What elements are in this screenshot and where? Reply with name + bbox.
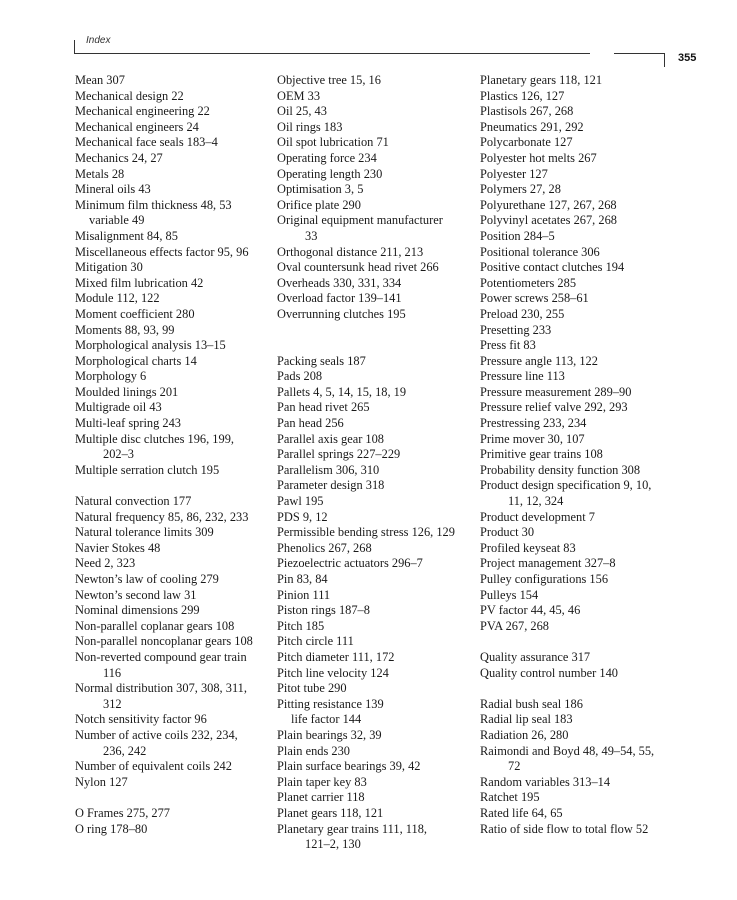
- index-entry: Plain bearings 32, 39: [277, 727, 382, 742]
- index-entry: O Frames 275, 277: [75, 805, 170, 820]
- index-entry: Module 112, 122: [75, 291, 160, 306]
- index-spacer: [75, 790, 275, 806]
- index-entry: Product design specification 9, 10,: [480, 478, 652, 493]
- index-entry: Polyurethane 127, 267, 268: [480, 197, 617, 212]
- index-entry: Pan head rivet 265: [277, 400, 370, 415]
- index-entry: Plain ends 230: [277, 743, 350, 758]
- index-entry: Pawl 195: [277, 494, 324, 509]
- index-entry-continuation: 202–3: [103, 447, 134, 462]
- index-entry: Original equipment manufacturer: [277, 213, 443, 228]
- index-entry-continuation: 11, 12, 324: [508, 494, 564, 509]
- index-entry: Probability density function 308: [480, 462, 641, 477]
- index-entry: Pads 208: [277, 369, 323, 384]
- index-entry: Pressure relief valve 292, 293: [480, 400, 628, 415]
- index-entry: O ring 178–80: [75, 821, 148, 836]
- index-entry: Optimisation 3, 5: [277, 182, 364, 197]
- index-entry-continuation: 72: [508, 759, 521, 774]
- index-entry: Pneumatics 291, 292: [480, 119, 584, 134]
- index-spacer: [75, 478, 275, 494]
- index-entry: Piston rings 187–8: [277, 603, 370, 618]
- index-entry: Parallel springs 227–229: [277, 447, 401, 462]
- index-entry: OEM 33: [277, 88, 321, 103]
- index-entry: Overheads 330, 331, 334: [277, 275, 402, 290]
- index-entry: Orthogonal distance 211, 213: [277, 244, 424, 259]
- index-entry: Mixed film lubrication 42: [75, 275, 204, 290]
- index-column-3: [480, 73, 680, 837]
- index-entry: Multigrade oil 43: [75, 400, 162, 415]
- index-entry: Pressure measurement 289–90: [480, 384, 632, 399]
- index-entry: Non-parallel coplanar gears 108: [75, 618, 235, 633]
- index-entry: Minimum film thickness 48, 53: [75, 197, 232, 212]
- index-entry: Position 284–5: [480, 228, 555, 243]
- index-entry: Parameter design 318: [277, 478, 385, 493]
- index-entry: Need 2, 323: [75, 556, 136, 571]
- index-entry: Pitch line velocity 124: [277, 665, 389, 680]
- index-entry: Parallel axis gear 108: [277, 431, 385, 446]
- index-entry: Ratio of side flow to total flow 52: [480, 821, 649, 836]
- index-entry: Positional tolerance 306: [480, 244, 600, 259]
- index-entry: Positive contact clutches 194: [480, 260, 625, 275]
- index-entry: Miscellaneous effects factor 95, 96: [75, 244, 249, 259]
- header-rule-right: [614, 53, 664, 54]
- index-column-1: [75, 73, 275, 837]
- index-spacer: [480, 634, 680, 650]
- index-entry: Misalignment 84, 85: [75, 228, 178, 243]
- index-entry-continuation: 116: [103, 665, 122, 680]
- index-entry: Multiple disc clutches 196, 199,: [75, 431, 234, 446]
- index-entry: Pressure line 113: [480, 369, 565, 384]
- index-entry: Oil 25, 43: [277, 104, 327, 119]
- index-entry: Multiple serration clutch 195: [75, 462, 220, 477]
- index-entry: PV factor 44, 45, 46: [480, 603, 581, 618]
- index-entry: Non-reverted compound gear train: [75, 649, 247, 664]
- index-entry-continuation: 33: [305, 228, 318, 243]
- index-entry: Number of active coils 232, 234,: [75, 727, 238, 742]
- index-entry: Profiled keyseat 83: [480, 540, 576, 555]
- header-rule-right-vertical: [664, 53, 665, 67]
- index-entry-continuation: 236, 242: [103, 743, 147, 758]
- index-entry: Piezoelectric actuators 296–7: [277, 556, 423, 571]
- index-entry: Ratchet 195: [480, 790, 540, 805]
- index-entry: Newton’s law of cooling 279: [75, 572, 219, 586]
- index-entry: Plastics 126, 127: [480, 88, 565, 103]
- index-entry: Raimondi and Boyd 48, 49–54, 55,: [480, 743, 655, 758]
- index-entry: Prestressing 233, 234: [480, 416, 587, 431]
- index-entry: Pitch diameter 111, 172: [277, 649, 395, 664]
- index-entry: Notch sensitivity factor 96: [75, 712, 207, 727]
- index-entry: Planet gears 118, 121: [277, 805, 384, 820]
- index-entry-continuation: 121–2, 130: [305, 837, 361, 852]
- index-entry: Pulleys 154: [480, 587, 539, 602]
- index-entry: Polymers 27, 28: [480, 182, 561, 197]
- index-entry: Prime mover 30, 107: [480, 431, 585, 446]
- index-entry: Morphological charts 14: [75, 353, 197, 368]
- index-spacer: [480, 681, 680, 697]
- index-entry: Mechanical design 22: [75, 88, 184, 103]
- index-entry-continuation: 312: [103, 696, 122, 711]
- index-entry: Presetting 233: [480, 322, 552, 337]
- index-entry-continuation: life factor 144: [291, 712, 362, 727]
- index-entry: PDS 9, 12: [277, 509, 328, 524]
- index-entry: Plain surface bearings 39, 42: [277, 759, 421, 774]
- index-entry: Plastisols 267, 268: [480, 104, 574, 119]
- index-entry: Pulley configurations 156: [480, 572, 609, 586]
- index-entry: Overrunning clutches 195: [277, 306, 406, 321]
- index-entry: Pan head 256: [277, 416, 344, 431]
- index-entry: Radial lip seal 183: [480, 712, 573, 727]
- index-entry-continuation: variable 49: [89, 213, 145, 228]
- index-entry: Polyester 127: [480, 166, 548, 181]
- index-entry: Random variables 313–14: [480, 774, 611, 789]
- index-entry: Phenolics 267, 268: [277, 540, 372, 555]
- index-entry: Natural frequency 85, 86, 232, 233: [75, 509, 249, 524]
- index-entry: Operating length 230: [277, 166, 383, 181]
- index-column-2: [277, 73, 477, 853]
- index-spacer: [277, 323, 477, 339]
- index-entry: Number of equivalent coils 242: [75, 759, 232, 774]
- index-entry: Nylon 127: [75, 774, 128, 789]
- index-entry: Pallets 4, 5, 14, 15, 18, 19: [277, 384, 407, 399]
- index-entry: Product 30: [480, 525, 535, 540]
- index-entry: Planet carrier 118: [277, 790, 365, 805]
- index-entry: Power screws 258–61: [480, 291, 589, 306]
- index-entry: Normal distribution 307, 308, 311,: [75, 681, 247, 696]
- index-entry: Primitive gear trains 108: [480, 447, 603, 462]
- index-entry: Mechanical engineers 24: [75, 119, 199, 134]
- index-entry: Pitch circle 111: [277, 634, 354, 649]
- index-entry: Mean 307: [75, 73, 125, 87]
- index-entry: Pressure angle 113, 122: [480, 353, 598, 368]
- index-entry: Packing seals 187: [277, 353, 366, 368]
- index-entry: Morphological analysis 13–15: [75, 338, 226, 353]
- index-entry: Parallelism 306, 310: [277, 462, 380, 477]
- index-entry: Mitigation 30: [75, 260, 143, 275]
- index-entry: Project management 327–8: [480, 556, 616, 571]
- index-entry: Objective tree 15, 16: [277, 73, 381, 87]
- index-entry: Oil rings 183: [277, 119, 343, 134]
- index-entry: Polyvinyl acetates 267, 268: [480, 213, 617, 228]
- index-entry: Metals 28: [75, 166, 125, 181]
- index-entry: Mechanical engineering 22: [75, 104, 210, 119]
- index-entry: Pinion 111: [277, 587, 331, 602]
- index-entry: Nominal dimensions 299: [75, 603, 200, 618]
- index-entry: Potentiometers 285: [480, 275, 577, 290]
- index-entry: Pin 83, 84: [277, 572, 328, 586]
- header-rule-left-vertical: [74, 40, 75, 54]
- index-entry: Press fit 83: [480, 338, 536, 353]
- index-entry: Rated life 64, 65: [480, 805, 563, 820]
- index-entry: Multi-leaf spring 243: [75, 416, 181, 431]
- index-entry: Quality assurance 317: [480, 649, 591, 664]
- index-entry: Pitot tube 290: [277, 681, 347, 696]
- index-entry: Planetary gear trains 111, 118,: [277, 821, 428, 836]
- running-head: Index: [86, 35, 111, 46]
- index-entry: Pitch 185: [277, 618, 325, 633]
- index-entry: Non-parallel noncoplanar gears 108: [75, 634, 253, 649]
- index-entry: Radial bush seal 186: [480, 696, 583, 711]
- index-entry: Mineral oils 43: [75, 182, 151, 197]
- index-entry: Moulded linings 201: [75, 384, 179, 399]
- index-entry: Polyester hot melts 267: [480, 150, 597, 165]
- index-entry: Product development 7: [480, 509, 595, 524]
- index-entry: Pitting resistance 139: [277, 696, 384, 711]
- index-entry: Navier Stokes 48: [75, 540, 161, 555]
- index-entry: Natural convection 177: [75, 494, 192, 509]
- index-entry: Oval countersunk head rivet 266: [277, 260, 439, 275]
- index-entry: Plain taper key 83: [277, 774, 367, 789]
- index-entry: Moment coefficient 280: [75, 306, 195, 321]
- index-entry: Mechanical face seals 183–4: [75, 135, 218, 150]
- index-entry: Newton’s second law 31: [75, 587, 197, 602]
- index-entry: Natural tolerance limits 309: [75, 525, 214, 540]
- index-entry: Orifice plate 290: [277, 197, 361, 212]
- index-entry: Permissible bending stress 126, 129: [277, 525, 455, 540]
- index-entry: Operating force 234: [277, 150, 377, 165]
- index-entry: Mechanics 24, 27: [75, 150, 163, 165]
- index-entry: PVA 267, 268: [480, 618, 549, 633]
- index-entry: Radiation 26, 280: [480, 727, 569, 742]
- index-entry: Overload factor 139–141: [277, 291, 402, 306]
- index-entry: Moments 88, 93, 99: [75, 322, 175, 337]
- index-spacer: [277, 338, 477, 354]
- index-entry: Polycarbonate 127: [480, 135, 573, 150]
- index-entry: Quality control number 140: [480, 665, 618, 680]
- header-rule-left: [74, 53, 590, 54]
- page-number: 355: [678, 52, 697, 64]
- index-entry: Preload 230, 255: [480, 306, 565, 321]
- index-entry: Morphology 6: [75, 369, 147, 384]
- index-entry: Oil spot lubrication 71: [277, 135, 389, 150]
- index-entry: Planetary gears 118, 121: [480, 73, 603, 87]
